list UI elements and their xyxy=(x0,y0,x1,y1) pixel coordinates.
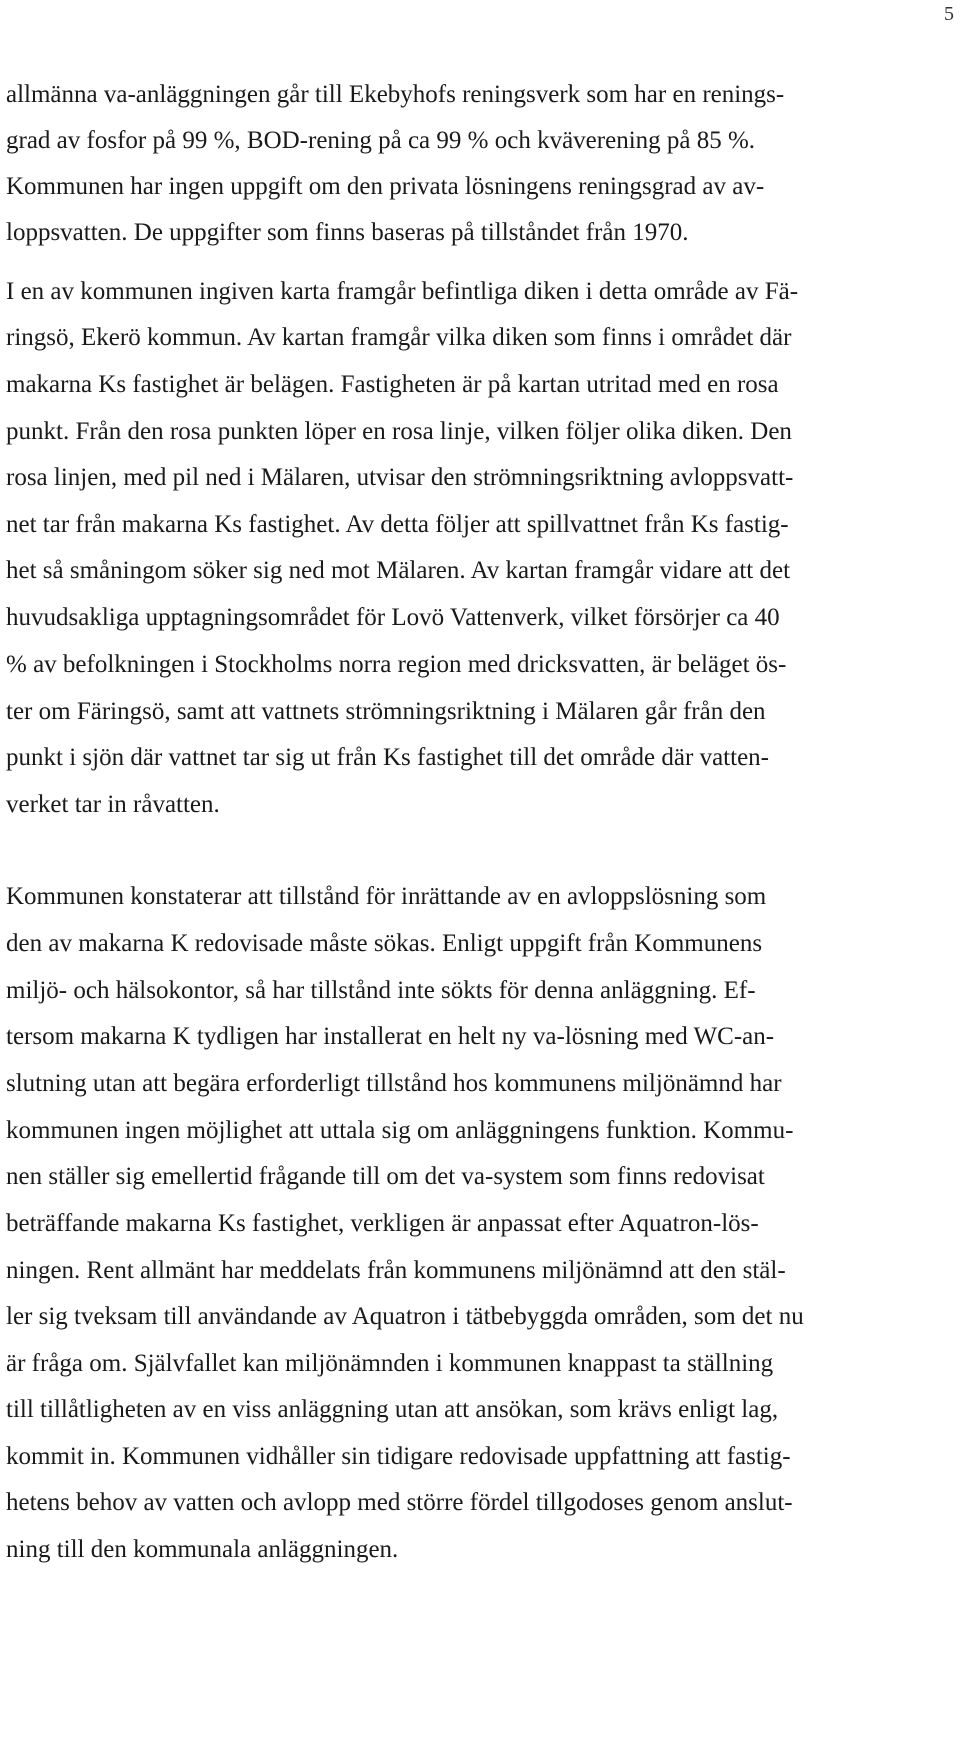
text-line: huvudsakliga upptagningsområdet för Lovö Vattenverk, vilket försörjer ca 40 xyxy=(6,604,780,631)
text-line: makarna Ks fastighet är belägen. Fastigheten är på kartan utritad med en rosa xyxy=(6,371,779,398)
text-line: rosa linjen, med pil ned i Mälaren, utvisar den strömningsriktning avloppsvatt- xyxy=(6,464,794,491)
text-line: tersom makarna K tydligen har installerat en helt ny va-lösning med WC-an- xyxy=(6,1023,775,1050)
text-line: ringsö, Ekerö kommun. Av kartan framgår vilka diken som finns i området där xyxy=(6,324,792,351)
text-line: % av befolkningen i Stockholms norra region med dricksvatten, är beläget ös- xyxy=(6,651,787,678)
text-line: beträffande makarna Ks fastighet, verkligen är anpassat efter Aquatron-lös- xyxy=(6,1210,759,1237)
text-line: I en av kommunen ingiven karta framgår befintliga diken i detta område av Fä- xyxy=(6,278,799,305)
text-line: Kommunen har ingen uppgift om den privata lösningens reningsgrad av av- xyxy=(6,173,765,200)
text-line: hetens behov av vatten och avlopp med större fördel tillgodoses genom anslut- xyxy=(6,1489,793,1516)
text-line: het så småningom söker sig ned mot Mälaren. Av kartan framgår vidare att det xyxy=(6,557,791,584)
text-line: net tar från makarna Ks fastighet. Av detta följer att spillvattnet från Ks fastig- xyxy=(6,511,789,538)
text-line: kommunen ingen möjlighet att uttala sig om anläggningens funktion. Kommu- xyxy=(6,1117,794,1144)
text-line: kommit in. Kommunen vidhåller sin tidigare redovisade uppfattning att fastig- xyxy=(6,1443,791,1470)
text-line: ter om Färingsö, samt att vattnets strömningsriktning i Mälaren går från den xyxy=(6,698,766,725)
text-line: är fråga om. Självfallet kan miljönämnden i kommunen knappast ta ställning xyxy=(6,1350,774,1377)
text-line: nen ställer sig emellertid frågande till om det va-system som finns redovisat xyxy=(6,1163,765,1190)
text-line: punkt. Från den rosa punkten löper en rosa linje, vilken följer olika diken. Den xyxy=(6,418,792,445)
text-line: till tillåtligheten av en viss anläggning utan att ansökan, som krävs enligt lag, xyxy=(6,1396,779,1423)
text-line: loppsvatten. De uppgifter som finns baseras på tillståndet från 1970. xyxy=(6,219,689,246)
text-line: miljö- och hälsokontor, så har tillstånd inte sökts för denna anläggning. Ef- xyxy=(6,977,756,1004)
text-line: ningen. Rent allmänt har meddelats från kommunens miljönämnd att den stäl- xyxy=(6,1257,786,1284)
text-line: allmänna va-anläggningen går till Ekebyhofs reningsverk som har en renings- xyxy=(6,81,785,108)
text-line: punkt i sjön där vattnet tar sig ut från Ks fastighet till det område där vatten- xyxy=(6,744,769,771)
text-line: ning till den kommunala anläggningen. xyxy=(6,1536,399,1563)
text-line: slutning utan att begära erforderligt tillstånd hos kommunens miljönämnd har xyxy=(6,1070,782,1097)
text-line: ler sig tveksam till användande av Aquatron i tätbebyggda områden, som det nu xyxy=(6,1303,804,1330)
text-line: verket tar in råvatten. xyxy=(6,791,220,818)
text-line: grad av fosfor på 99 %, BOD-rening på ca 99 % och kväverening på 85 %. xyxy=(6,127,756,154)
text-line: den av makarna K redovisade måste sökas. Enligt uppgift från Kommunens xyxy=(6,930,763,957)
text-line: Kommunen konstaterar att tillstånd för inrättande av en avloppslösning som xyxy=(6,883,767,910)
page-number: 5 xyxy=(944,3,954,25)
